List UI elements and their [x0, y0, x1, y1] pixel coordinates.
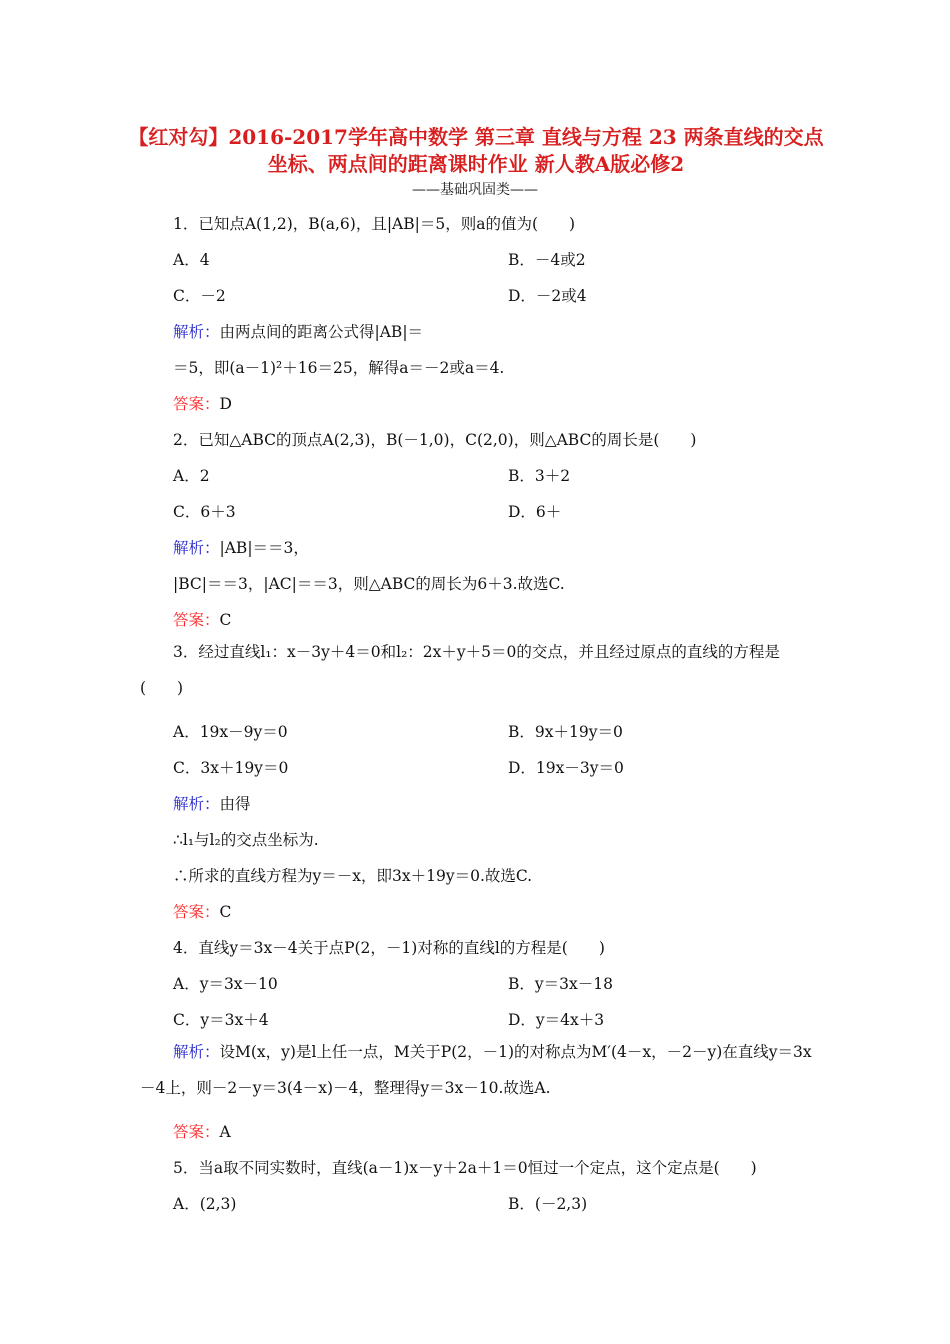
answer-value: C [219, 611, 232, 629]
question-3-analysis-cont2: ∴所求的直线方程为y＝－x，即3x＋19y＝0.故选C. [173, 867, 533, 885]
question-1-analysis [173, 320, 423, 342]
question-2-option-a: A．2 [173, 467, 210, 485]
section-subtitle: ——基础巩固类—— [412, 182, 538, 198]
question-2-option-c: C．6＋3 [173, 503, 236, 521]
answer-label: 答案： [173, 395, 220, 413]
answer-value: C [219, 903, 232, 921]
question-1-stem: 1．已知点A(1,2)，B(a,6)，且|AB|＝5，则a的值为( ) [173, 215, 576, 233]
question-1-option-d: D．－2或4 [508, 287, 587, 305]
question-4-analysis [140, 1034, 812, 1106]
question-5-stem: 5．当a取不同实数时，直线(a－1)x－y＋2a＋1＝0恒过一个定点，这个定点是( ) [173, 1159, 757, 1177]
question-1-answer [173, 392, 232, 414]
question-5-option-a: A．(2,3) [173, 1195, 237, 1213]
question-3-option-a: A．19x－9y＝0 [173, 723, 288, 741]
analysis-text: 由两点间的距离公式得|AB|＝ [219, 323, 424, 341]
answer-label: 答案： [173, 903, 220, 921]
analysis-text: 由得 [219, 795, 251, 813]
question-3-option-d: D．19x－3y＝0 [508, 759, 624, 777]
question-3-analysis-cont: ∴l₁与l₂的交点坐标为. [173, 831, 319, 849]
question-4-stem: 4．直线y＝3x－4关于点P(2，－1)对称的直线l的方程是( ) [173, 939, 605, 957]
question-2-analysis [173, 536, 309, 558]
question-5-option-b: B．(－2,3) [508, 1195, 588, 1213]
question-4-option-c: C．y＝3x＋4 [173, 1011, 269, 1029]
answer-value: D [219, 395, 232, 413]
question-4-option-a: A．y＝3x－10 [173, 975, 278, 993]
analysis-label: 解析： [173, 323, 220, 341]
question-1-option-a: A．4 [173, 251, 210, 269]
question-1-option-c: C．－2 [173, 287, 226, 305]
question-3-answer [173, 900, 231, 922]
question-4-option-b: B．y＝3x－18 [508, 975, 613, 993]
analysis-text: 设M(x，y)是l上任一点，M关于P(2，－1)的对称点为M′(4－x，－2－y)在直线y＝3x－4上，则－2－y＝3(4－x)－4，整理得y＝3x－10.故选A. [140, 1043, 812, 1097]
question-3-option-b: B．9x＋19y＝0 [508, 723, 623, 741]
analysis-text: |AB|＝＝3， [219, 539, 309, 557]
question-3-analysis [173, 792, 251, 814]
question-2-answer [173, 608, 231, 630]
question-2-analysis-cont: |BC|＝＝3，|AC|＝＝3，则△ABC的周长为6＋3.故选C. [173, 575, 565, 593]
question-2-option-d: D．6＋ [508, 503, 562, 521]
question-4-option-d: D．y＝4x＋3 [508, 1011, 605, 1029]
analysis-label: 解析： [173, 1043, 220, 1061]
answer-label: 答案： [173, 611, 220, 629]
answer-label: 答案： [173, 1123, 220, 1141]
analysis-label: 解析： [173, 539, 220, 557]
question-3-option-c: C．3x＋19y＝0 [173, 759, 289, 777]
answer-value: A [219, 1123, 231, 1141]
analysis-label: 解析： [173, 795, 220, 813]
document-title: 【红对勾】2016-2017学年高中数学 第三章 直线与方程 23 两条直线的交点坐标、两点间的距离课时作业 新人教A版必修2 [128, 125, 824, 176]
question-1-option-b: B．－4或2 [508, 251, 586, 269]
question-3-stem: 3．经过直线l₁：x－3y＋4＝0和l₂：2x＋y＋5＝0的交点，并且经过原点的直线的方程是( ) [140, 643, 780, 697]
question-2-stem: 2．已知△ABC的顶点A(2,3)，B(－1,0)，C(2,0)，则△ABC的周长是( ) [173, 431, 697, 449]
question-2-option-b: B．3＋2 [508, 467, 571, 485]
question-1-analysis-cont: ＝5，即(a－1)²＋16＝25，解得a＝－2或a＝4. [173, 359, 505, 377]
question-4-answer [173, 1120, 231, 1142]
